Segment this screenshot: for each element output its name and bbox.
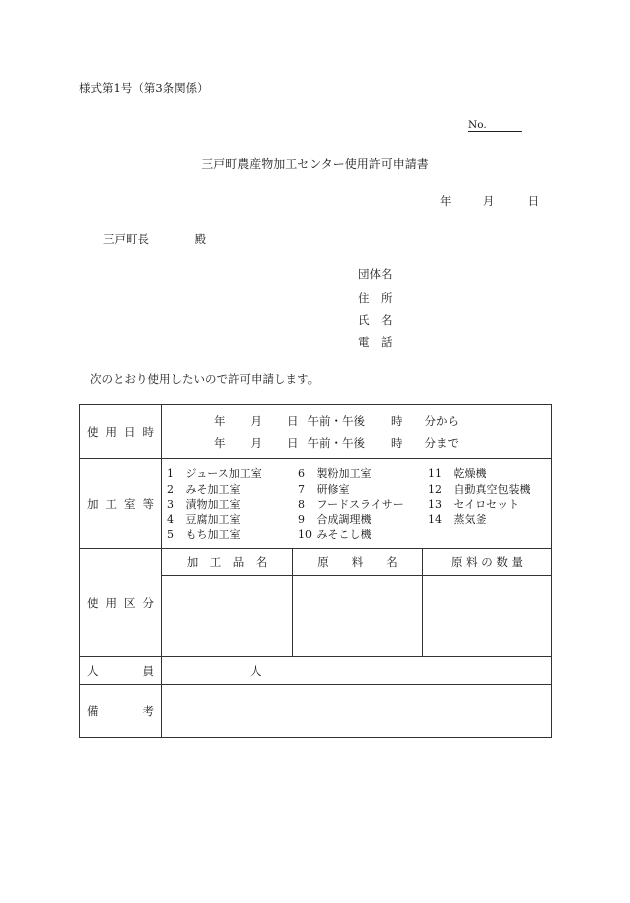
addressee [103,231,206,247]
rooms-label-cell [80,459,162,549]
usage-label-cell [80,549,162,657]
applicant-name-label: 氏 名 [358,313,393,327]
people-row [80,657,552,685]
to-hour: 時 [391,435,403,450]
date-year: 年 [440,194,452,208]
room-item[interactable]: 1 ジュース加工室 [167,467,262,481]
document-title: 三戸町農産物加工センター使用許可申請書 [201,157,429,171]
usage-label: 使 用 区 分 [87,595,154,610]
usage-header-row [162,549,551,576]
from-day: 日 [287,413,299,428]
rooms-row [80,459,552,549]
rooms-col-2 [298,466,428,542]
ingredient-quantity-header: 原 料 の 数 量 [422,549,551,575]
applicant-phone-label: 電 話 [358,335,393,349]
remarks-label: 備 考 [87,704,154,718]
from-month: 月 [250,413,262,428]
people-label-cell [80,657,162,685]
from-hour: 時 [391,413,403,428]
form-number: 様式第1号（第3条関係） [79,81,209,95]
date-month: 月 [482,194,495,208]
from-year: 年 [214,413,226,428]
usage-row [80,549,552,657]
room-item[interactable]: 10 みそこし機 [298,528,372,542]
room-item[interactable]: 14 蒸気釜 [428,513,487,527]
rooms-list-cell[interactable] [162,459,552,549]
datetime-label-cell [80,405,162,459]
to-year: 年 [214,435,226,450]
room-item[interactable]: 2 みそ加工室 [167,482,241,496]
people-label: 人 員 [87,663,154,678]
to-month: 月 [250,435,262,450]
ingredient-name-header: 原 料 名 [292,549,422,575]
rooms-label: 加 工 室 等 [87,496,154,511]
usage-subtable [162,549,551,656]
ingredient-quantity-field[interactable] [422,576,551,656]
people-unit: 人 [250,663,262,678]
intro-text: 次のとおり使用したいので許可申請します。 [90,372,320,386]
people-field[interactable] [162,657,552,685]
room-item[interactable]: 12 自動真空包装機 [428,482,531,496]
document-number-field[interactable]: No. [468,119,522,132]
room-item[interactable]: 8 フードスライサー [298,497,404,511]
usage-cell [162,549,552,657]
datetime-from [162,410,551,432]
datetime-to [162,432,551,454]
room-item[interactable]: 6 製粉加工室 [298,467,372,481]
rooms-col-3 [428,466,551,542]
to-ampm: 午前・午後 [307,435,365,450]
product-name-header: 加 工 品 名 [186,555,268,569]
application-table [79,404,552,738]
rooms-col-1 [167,466,298,542]
datetime-value-cell[interactable] [162,405,552,459]
honorific: 殿 [194,232,207,246]
date-day: 日 [527,194,540,208]
to-minute: 分まで [424,435,459,450]
room-item[interactable]: 13 セイロセット [428,497,520,511]
to-day: 日 [287,435,299,450]
datetime-label: 使 用 日 時 [87,424,154,439]
applicant-address-label: 住 所 [358,291,393,305]
rooms-list [162,459,551,547]
from-ampm: 午前・午後 [307,413,365,428]
ingredient-name-field[interactable] [292,576,422,656]
remarks-label-cell [80,685,162,738]
room-item[interactable]: 4 豆腐加工室 [167,513,241,527]
usage-body-row [162,576,551,656]
room-item[interactable]: 11 乾燥機 [428,467,487,481]
room-item[interactable]: 5 もち加工室 [167,528,241,542]
remarks-row [80,685,552,738]
applicant-group-label: 団体名 [358,267,393,281]
from-minute: 分から [424,413,459,428]
room-item[interactable]: 7 研修室 [298,482,350,496]
addressee-name: 三戸町長 [103,232,149,246]
datetime-row [80,405,552,459]
room-item[interactable]: 9 合成調理機 [298,513,372,527]
remarks-field[interactable] [162,685,552,738]
product-name-field[interactable] [162,576,292,656]
application-date [440,193,539,209]
room-item[interactable]: 3 漬物加工室 [167,497,241,511]
